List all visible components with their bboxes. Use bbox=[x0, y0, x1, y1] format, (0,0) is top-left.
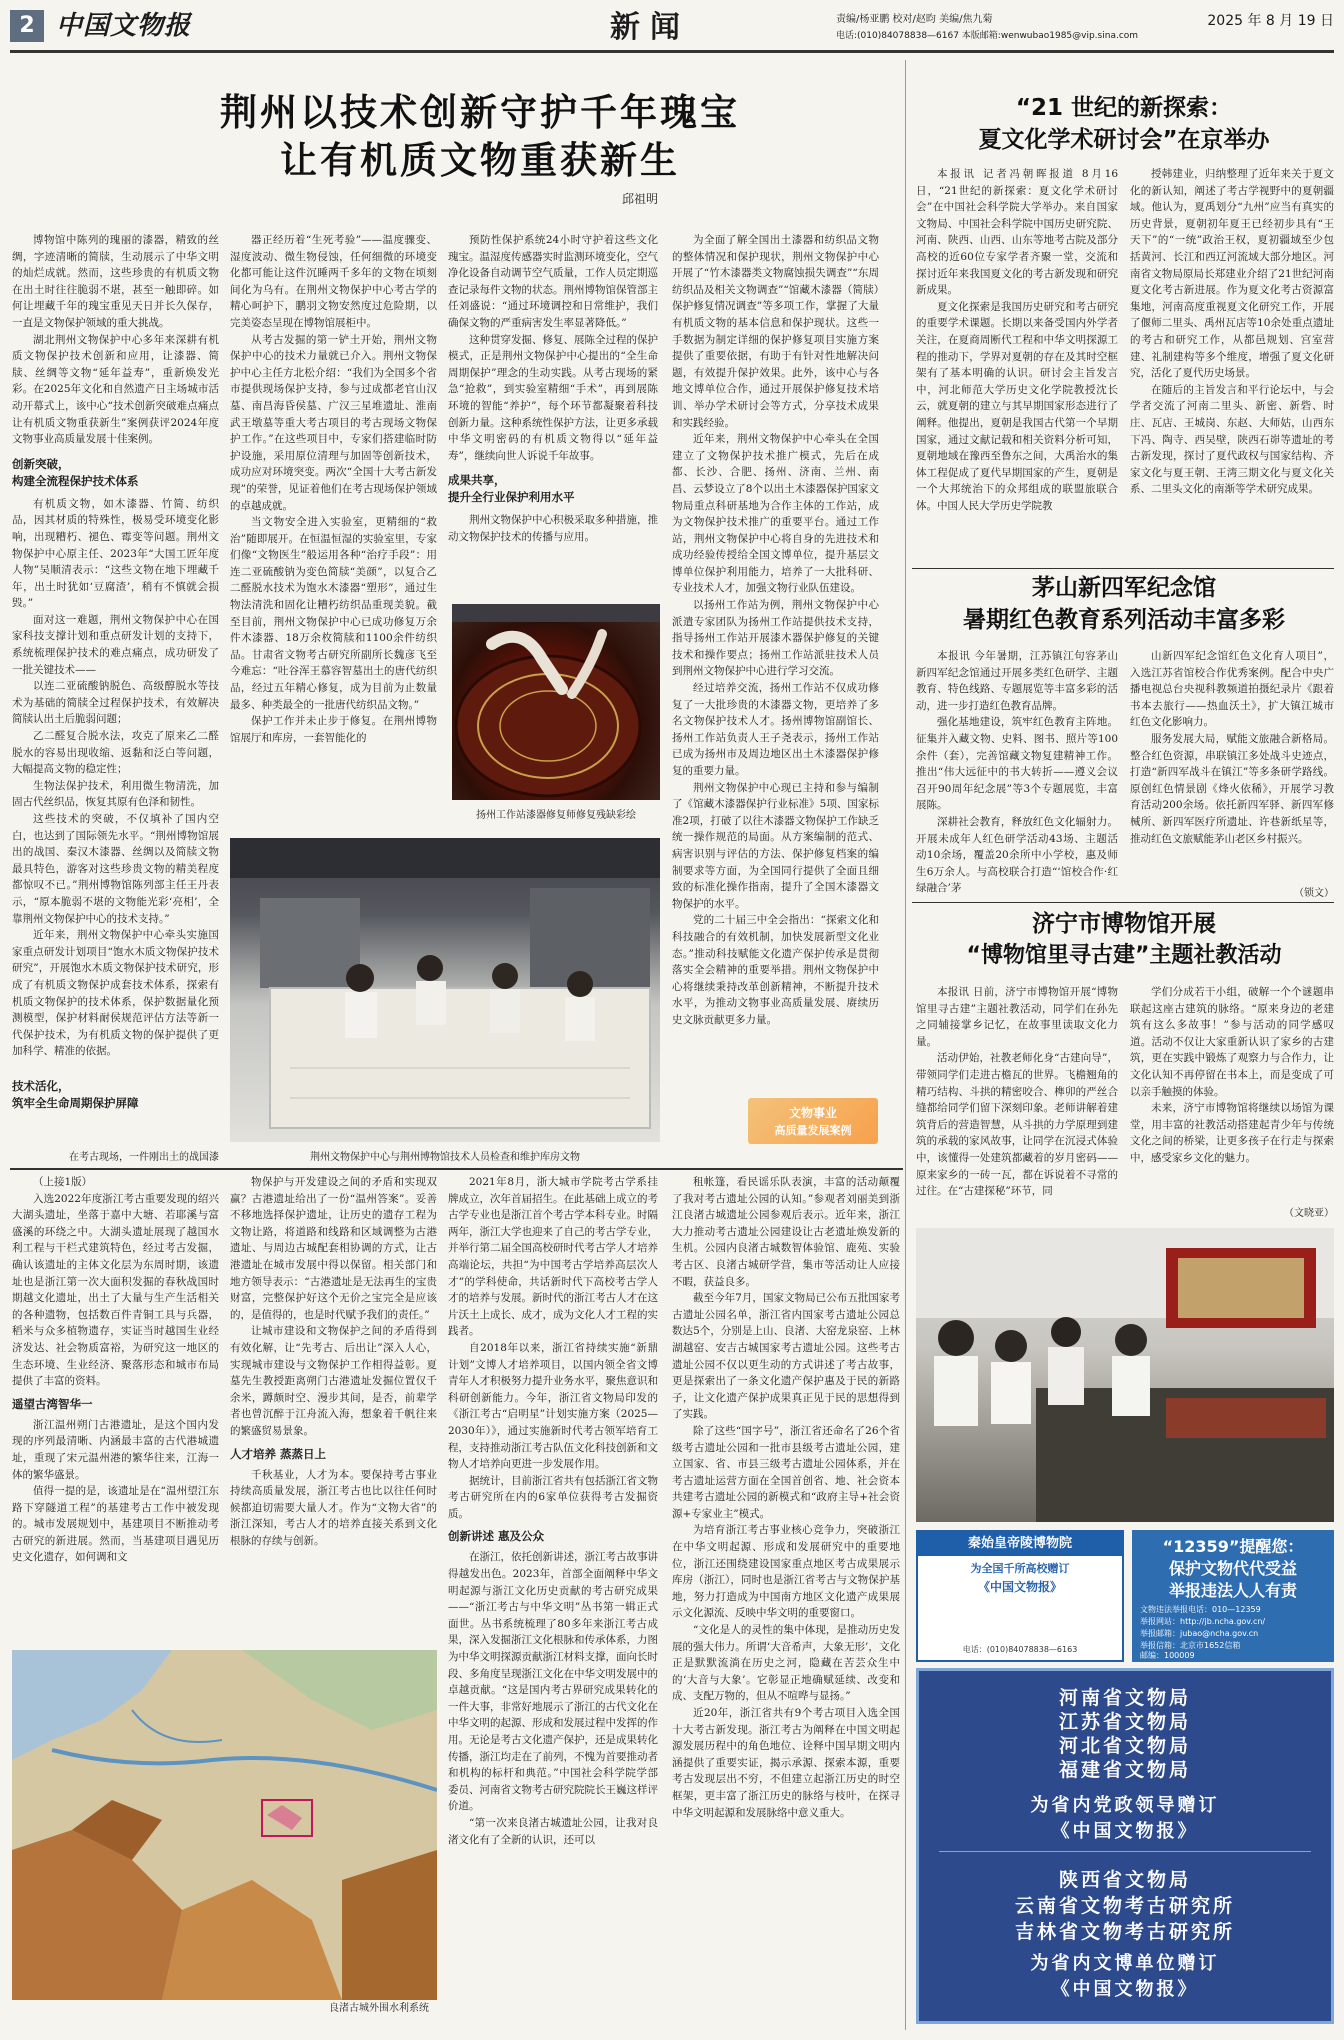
xia-headline-2: 夏文化学术研讨会”在京举办 bbox=[978, 127, 1270, 153]
ad-hotline-phone: 文物违法举报电话：010—12359 bbox=[1140, 1605, 1261, 1614]
main-byline: 邱祖明 bbox=[621, 192, 658, 206]
main-headline-1: 荆州以技术创新守护千年瑰宝 bbox=[220, 91, 740, 134]
main-para: 预防性保护系统24小时守护着这些文化瑰宝。温湿度传感器实时监测环境变化，空气净化设备自动调节空气质量，工作人员定期巡查记录每件文物的状态。荆州博物馆保管部主任刘盛说：“通过环境调控和日常维护，我们确保文物的严重病害发生率显著降低。” bbox=[448, 234, 658, 329]
ad-hotline-zip: 邮编：100009 bbox=[1140, 1651, 1195, 1660]
zj-subhead-1: 遥望古湾智华一 bbox=[12, 1396, 93, 1411]
main-para: 以扬州工作站为例，荆州文物保护中心派遣专家团队为扬州工作站提供技术支持，指导扬州工作站开展漆木器保护修复的关键技术和操作要点；扬州工作站派驻技术人员到荆州文物保护中心进行学习交流。 bbox=[672, 599, 879, 678]
map-liangzhu bbox=[12, 1650, 437, 2018]
jining-headline-1: 济宁市博物馆开展 bbox=[1032, 911, 1216, 937]
zj-para: 让城市建设和文物保护之间的矛盾得到有效化解，让“先考古、后出让”深入人心，实现城市建设与文物保护工作相得益彰。夏墓先生教授距离朔门古港遗址发掘位置仅千余米，蹲颇时空、漫步其间，是否，前辈学者也曾沉醉于江舟流入海，想象着千帆往来的繁盛贸易景象。 bbox=[230, 1325, 437, 1437]
ad-gift-2-text: 为省内文博单位赠订 bbox=[1030, 1953, 1220, 1974]
main-para: 以连二亚硫酸钠脱色、高级醇脱水等技术为基础的简牍全过程保护技术，有效解决简牍认出土后脆弱问题； bbox=[12, 680, 219, 726]
ad-gift-2-line-1: 陕西省文物局 bbox=[1058, 1869, 1191, 1891]
jining-col-1 bbox=[916, 984, 1118, 1220]
maoshan-col-2 bbox=[1130, 648, 1334, 884]
zj-para: 浙江温州朔门古港遗址，是这个国内发现的序列最清晰、内涵最丰富的古代港城遗址，重现了宋元温州港的繁华往来，江海一体的繁华盛景。 bbox=[12, 1418, 219, 1481]
ad-gift-1-paper: 《中国文物报》 bbox=[1051, 1821, 1199, 1842]
page-header bbox=[10, 8, 1334, 50]
main-para: 保护工作并未止步于修复。在荆州博物馆展厅和库房，一套智能化的 bbox=[230, 715, 437, 744]
jining-para: 未来，济宁市博物馆将继续以场馆为课堂，用丰富的社教活动搭建起青少年与传统文化之间的桥梁，让更多孩子在行走与探索中，感受家乡文化的魅力。 bbox=[1130, 1102, 1334, 1164]
main-col-4 bbox=[672, 232, 879, 1090]
map-liangzhu-svg bbox=[12, 1650, 437, 2000]
maoshan-para: 强化基地建设，筑牢红色教育主阵地。征集并入藏文物、史料、图书、照片等100余件（套），完善馆藏文物复建精神工作。推出“伟大远征中的书大转折——遵义会议召开90周年纪念展”等3个专题展览，丰富展陈。 bbox=[916, 716, 1118, 812]
maoshan-credit: （锁文） bbox=[1294, 888, 1334, 899]
section-title: 新闻 bbox=[610, 10, 690, 45]
main-headline-2: 让有机质文物重获新生 bbox=[280, 139, 680, 182]
main-subhead-3b: 提升全行业保护利用水平 bbox=[448, 490, 575, 505]
main-subhead-2b: 筑牢全生命周期保护屏障 bbox=[12, 1096, 139, 1110]
main-para: 生物法保护技术，利用微生物清洗，加固古代丝织品，恢复其原有色泽和韧性。 bbox=[12, 779, 219, 809]
zj-para: （上接1版） bbox=[33, 1176, 93, 1188]
editors: 责编/杨亚鹏 校对/赵昀 美编/焦九菊 bbox=[836, 14, 993, 25]
ad-qin-title: 秦始皇帝陵博物院 bbox=[918, 1532, 1122, 1556]
case-tag bbox=[748, 1098, 878, 1144]
photo-storage-svg bbox=[230, 838, 660, 1142]
header-rule bbox=[10, 50, 1334, 53]
page-number: 2 bbox=[10, 10, 44, 42]
maoshan-para: 深耕社会教育，释放红色文化辐射力。开展未成年人红色研学活动43场、主题活动10余场，覆盖20余所中小学校，惠及师生6万余人。与高校联合打造“‘馆校合作·红绿融合’茅 bbox=[916, 815, 1118, 895]
main-subhead-3a: 成果共享， bbox=[448, 473, 506, 488]
jining-credit: （文晓亚） bbox=[1284, 1208, 1334, 1219]
ad-hotline-mail: 举报邮箱：jubao@ncha.gov.cn bbox=[1140, 1629, 1259, 1638]
photo-storage-room bbox=[230, 838, 660, 1142]
main-para: 面对这一难题，荆州文物保护中心在国家科技支撑计划和重点研发计划的支持下，系统梳理保护技术的难点痛点，成功研发了一批关键技术—— bbox=[12, 613, 219, 676]
main-para: 这些技术的突破，不仅填补了国内空白，也达到了国际领先水平。“荆州博物馆展出的战国、秦汉木漆器、丝绸以及简牍文物最具特色，游客对这些珍贵文物的精美程度都惊叹不已。”荆州博物馆陈列部主任王丹表示，“原本脆弱不堪的文物能光彩‘亮相’，全靠荆州文物保护中心的技术支持。” bbox=[12, 813, 219, 925]
zj-para: 值得一提的是，该遗址是在“温州望江东路下穿隧道工程”的基建考古工作中被发现的。城市发展规划中，基建项目不断推动考古研究的新进展。然而，当基建项目遇见历史文化遗存，如何调和文 bbox=[12, 1485, 219, 1564]
jining-para: 本报讯 日前，济宁市博物馆开展“博物馆里寻古建”主题社教活动，同学们在孙先之同辅接掌乡记忆，在故事里读取文化力量。 bbox=[916, 986, 1118, 1048]
main-para: 为全面了解全国出土漆器和纺织品文物的整体情况和保护现状，荆州文物保护中心开展了“竹木漆器类文物腐蚀损失调查”“东周纺织品及相关文物调查”“馆藏木漆器（简牍）保护修复情况调查”等多项工作，掌握了大量有机质文物的基本信息和保护现状。这些一手数据为制定详细的保护修复项目实施方案提供了重要依据，有助于有针对性地解决问题，有效提升保护效果。此外，该中心与各地文博单位合作，通过开展保护修复技术培训、举办学术研讨会等方式，分享技术成果和实践经验。 bbox=[672, 234, 879, 429]
main-col-1-foot bbox=[12, 1078, 219, 1138]
maoshan-para: 山新四军纪念馆红色文化育人项目”，入选江苏省馆校合作优秀案例。配合中央广播电视总台央视科教频道拍摄纪录片《跟着书本去旅行——热血沃土》，扩大镇江城市红色文化影响力。 bbox=[1130, 650, 1334, 729]
ad-gift-divider bbox=[939, 1851, 1311, 1852]
main-para: 从考古发掘的第一铲土开始，荆州文物保护中心的技术力量就已介入。荆州文物保护中心主任方北松介绍：“我们为全国多个省市提供现场保护支持，参与过成都老官山汉墓、南昌海昏侯墓、广汉三星堆遗址、淮南武王墩墓等重大考古项目的考古现场文物保护工作。”在这些项目中，专家们搭建临时防护设施，采用原位清理与加固等创新技术，成功应对环境突变。两次“全国十大考古新发现”的荣誉，见证着他们在考古现场保护领域的卓越成就。 bbox=[230, 333, 437, 512]
ad-gift-1-line-1: 河南省文物局 bbox=[1058, 1687, 1191, 1709]
photo-museum-activity bbox=[916, 1228, 1334, 1522]
ad-gift-block bbox=[916, 1668, 1334, 2024]
photo-lacquer-restoration bbox=[452, 604, 660, 800]
maoshan-para: 服务发展大局，赋能文旅融合新格局。整合红色资源，串联镇江多处战斗史迹点，打造“新四军战斗在镇江”等多条研学路线。原创红色情景剧《烽火依稀》，开展学习教育活动200余场。依托新四军驿、新四军修械所、新四军医疗所遗址、许巷新纸星等，推动红色文旅赋能茅山老区乡村振兴。 bbox=[1130, 732, 1334, 845]
photo-3-caption: 在考古现场，一件刚出土的战国漆 bbox=[69, 1152, 219, 1163]
ad-gift-1-line-3: 河北省文物局 bbox=[1058, 1735, 1191, 1757]
zj-subhead-2: 人才培养 蒸蒸日上 bbox=[230, 1446, 327, 1461]
jining-para: 学们分成若干小组，破解一个个谜题串联起这座古建筑的脉络。“原来身边的老建筑有这么多故事！”参与活动的同学感叹道。活动不仅让大家重新认识了家乡的古建筑，更在实践中锻炼了观察力与合作力，让文化认知不再停留在书本上，而是变成了可以亲手触摸的体验。 bbox=[1130, 986, 1334, 1098]
case-tag-line-2: 高质量发展案例 bbox=[774, 1124, 852, 1137]
main-para: 近年来，荆州文物保护中心牵头在全国建立了文物保护技术推广模式，先后在成都、长沙、合肥、扬州、济南、兰州、南昌、云梦设立了8个以出土木漆器保护国家文物局重点科研基地为合作主体的工作站，成为文物保护技术推广的重要平台。通过工作站，荆州文物保护中心将自身的先进技术和成功经验传授给全国文博单位，提升基层文博单位保护利用能力，培养了一大批科研、专业技术人才，加强文物行业队伍建设。 bbox=[672, 433, 879, 595]
ad-hotline-line2: 举报违法人人有责 bbox=[1168, 1581, 1297, 1600]
masthead: 中国文物报 bbox=[56, 11, 192, 41]
ad-hotline-web: 举报网站：http://jb.ncha.gov.cn/ bbox=[1140, 1617, 1266, 1626]
ad-qin-phone: 电话：(010)84078838—6163 bbox=[962, 1645, 1078, 1654]
main-para: 博物馆中陈列的瑰丽的漆器，精致的丝绸，字迹清晰的简牍，生动展示了中华文明的灿烂成就。然而，这些珍贵的有机质文物在出土时往往脆弱不堪，甚至一触即碎。如何让埋藏千年的瑰宝重见天日并长久保存，一直是文物保护领域的重大挑战。 bbox=[12, 234, 219, 329]
main-subhead-1b: 构建全流程保护技术体系 bbox=[12, 473, 139, 488]
main-bottom-rule bbox=[10, 1168, 903, 1170]
main-subhead-1a: 创新突破， bbox=[12, 456, 70, 471]
maoshan-col-1 bbox=[916, 648, 1118, 898]
jining-headline-2: “博物馆里寻古建”主题社教活动 bbox=[966, 943, 1282, 968]
zj-para: “第一次来良渚古城遗址公园，让我对良渚文化有了全新的认识，还可以 bbox=[448, 1816, 658, 1846]
main-para: 荆州文物保护中心积极采取多种措施，推动文物保护技术的传播与应用。 bbox=[448, 514, 658, 543]
maoshan-para: 本报讯 今年暑期，江苏镇江句容茅山新四军纪念馆通过开展多类红色研学、主题教育、特色线路、专题展览等丰富多彩的活动，进一步打造红色教育品牌。 bbox=[916, 650, 1118, 712]
zj-para: 截至今年7月，国家文物局已公布五批国家考古遗址公园名单，浙江省内国家考古遗址公园总数达5个，分别是上山、良渚、大窑龙泉窑、上林湖越窑、安吉古城国家考古遗址公园。这些考古遗址公园不仅以更生动的方式讲述了考古故事，更是探索出了一条文化遗产保护惠及于民的新路子，让文化遗产保护成果真正见于民的思想得到了实践。 bbox=[672, 1292, 900, 1421]
zj-para: “文化是人的灵性的集中体现，是推动历史发展的强大伟力。所谓‘大音希声，大象无形’，文化正是默默流淌在历史之河，隐藏在苦芸众生中的‘大音与大象’。它彰显正地确赋延续、改变和成、支配万物的，但从不喧哗与显扬。” bbox=[672, 1624, 900, 1703]
photo-museum-svg bbox=[916, 1228, 1334, 1522]
ad-hotline-line1: 保护文物代代受益 bbox=[1168, 1559, 1297, 1578]
main-col-2 bbox=[230, 232, 437, 887]
ad-qin-paper: 《中国文物报》 bbox=[977, 1580, 1062, 1594]
column-divider bbox=[905, 60, 906, 2030]
ad-hotline bbox=[1132, 1530, 1334, 1662]
xia-para: 夏文化探索是我国历史研究和考古研究的重要学术课题。长期以来备受国内外学者关注，在夏商周断代工程和中华文明探源工程的推动下，学界对夏朝的存在及其时空框架有了基本明确的认识。研讨会主旨发言中，河北师范大学历史文化学院教授沈长云，就夏朝的建立与其早期国家形态进行了阐释。他提出，夏朝是我国古代第一个早期国家，通过文献记载和相关资料分析可知，夏朝地域在豫西至鲁东之间，大禹治水的集体工程促成了夏代早期国家的产生，夏朝是一个大邦统治下的众邦组成的联盟旅联合体。中国人民大学历史学院教 bbox=[916, 300, 1118, 512]
maoshan-bottom-rule bbox=[912, 902, 1334, 903]
xia-para: 授韩建业，归纳整理了近年来关于夏文化的新认知，阐述了考古学视野中的夏朝疆域。他认为，夏禹划分“九州”应当有真实的历史背景，夏朝初年夏王已经初步具有“王天下”的“一统”政治王权，夏初疆域至少包括黄河、长江和西辽河流域大部分地区。河南省文物局原局长郑建业介绍了21世纪河南夏文化考古新进展。作为夏文化考古资源富集地，河南高度重视夏文化研究工作，开展了偃师二里头、禹州瓦店等10余处重点遗址的考古和研究工作，从都邑规划、宫室营建、礼制建构等多个维度，增强了夏文化研究，活化了夏代历史场景。 bbox=[1130, 168, 1334, 380]
map-caption: 良渚古城外围水利系统 bbox=[12, 2000, 437, 2018]
ad-qin-museum bbox=[916, 1530, 1124, 1662]
main-para: 乙二醛复合脱水法，攻克了原来乙二醛脱水的容易出现收缩、返黏和泛白等问题，大幅提高文物的稳定性； bbox=[12, 730, 219, 776]
ad-gift-2-line-3: 吉林省文物考古研究所 bbox=[1014, 1921, 1235, 1943]
zj-subhead-3: 创新讲述 惠及公众 bbox=[448, 1529, 545, 1544]
xia-col-2 bbox=[1130, 166, 1334, 564]
ad-hotline-addr: 举报信箱：北京市1652信箱 bbox=[1140, 1641, 1241, 1650]
ad-qin-sub: 为全国千所高校赠订 bbox=[970, 1562, 1070, 1575]
zj-para: 入选2022年度浙江考古重要发现的绍兴大湖头遗址，坐落于嘉中大塘、若耶溪与富盛溪的环绕之中。大湖头遗址展现了越国水利工程与干栏式建筑特色，经过考古发掘，确认该遗址的主体文化层为东周时期，该遗址也是浙江第一次大面积发掘的春秋战国时期越文化遗址，出土了大量与生产生活相关的各种遗物，包括数百件青铜工具与兵器，稻米与众多植物遗存，实证当时越国生业经济发达、社会物质富裕，为研究这一地区的生态环境、生业经济、聚落形态和城市布局提供了丰富的资料。 bbox=[12, 1192, 219, 1388]
zj-para: 除了这些“国字号”，浙江省还命名了26个省级考古遗址公园和一批市县级考古遗址公园，建立国家、省、市县三级考古遗址公园体系，并在考古遗址运营方面在全国首创省、地、社会资本共建考古遗址公园的新模式和“政府主导+社会资源+专家业主”模式。 bbox=[672, 1424, 900, 1520]
main-para: 荆州文物保护中心现已主持和参与编制了《馆藏木漆器保护行业标准》5项、国家标准2项，打破了以往木漆器文物保护工作缺乏统一操作规范的局面。从方案编制的范式、病害识别与评估的方法、保护修复档案的编制要求等方面，为全国同行提供了全面且细致的标准化操作指南，提升了全国木漆器文物保护的水平。 bbox=[672, 781, 879, 910]
zj-para: 在浙江，依托创新讲述，浙江考古故事讲得越发出色。2023年，首部全面阐释中华文明起源与浙江文化历史贡献的考古研究成果——“浙江考古与中华文明”丛书第一辑正式面世。丛书系统梳理了80多年来浙江考古成果，深入发掘浙江文化根脉和传承体系，力图为中华文明探源贡献浙江材料支撑，面向长时段、多角度呈现浙江文化在中华文明发展中的卓越贡献。“这是国内考古界研究成果转化的一件大事，非常好地展示了浙江的古代文化在中华文明的起源、形成和发展过程中发挥的作用。无论是考古文化遗产保护，还是成果转化传播，浙江均走在了前列，不愧为首要推动者和机构的标杆和典范。”中国社会科学院学部委员、河南省文物考古研究院院长王巍这样评价道。 bbox=[448, 1551, 658, 1813]
zj-col-2 bbox=[230, 1174, 437, 1644]
main-col-3 bbox=[448, 232, 658, 572]
xia-para: 在随后的主旨发言和平行论坛中，与会学者交流了河南二里头、新密、新砦、时庄、瓦店、王城岗、东赵、大师姑，山西东下冯、陶寺、西吴壁，陕西石峁等遗址的考古新发现，探讨了夏代政权与国家结构、齐家文化与夏王朝、王湾三期文化与夏文化关系、二里头文化的南渐等学术研究成果。 bbox=[1130, 383, 1334, 496]
maoshan-headline-2: 暑期红色教育系列活动丰富多彩 bbox=[963, 607, 1285, 633]
ad-gift-1-line-4: 福建省文物局 bbox=[1058, 1759, 1191, 1781]
zj-col-1 bbox=[12, 1174, 219, 1644]
photo-lacquer-svg bbox=[452, 604, 660, 800]
maoshan-headline-1: 茅山新四军纪念馆 bbox=[1032, 575, 1216, 601]
main-para: 湖北荆州文物保护中心多年来深耕有机质文物保护技术创新和应用，让漆器、简牍、丝绸等文物“延年益寿”，重新焕发光彩。在2025年文化和自然遗产日主场城市活动开幕式上，该中心“技术创新突破难点痛点 让有机质文物重获新生”案例获评2024年度文物事业高质量发展十佳案例。 bbox=[12, 333, 219, 446]
xia-bottom-rule bbox=[912, 568, 1334, 569]
jining-para: 活动伊始，社教老师化身“古建向导”，带领同学们走进古檐瓦的世界。飞檐翘角的精巧结构、斗拱的精密咬合、榫卯的严丝合缝都给同学们留下深刻印象。老师讲解着建筑背后的营造智慧，从斗拱的力学原理到建筑的承载的家风故事，让同学在沉浸式体验中，该懂得一处建筑都藏着的岁月密码——原来家乡的一砖一瓦，都在诉说着不寻常的过往。在“古建探秘”环节，同 bbox=[916, 1052, 1118, 1198]
zj-para: 据统计，目前浙江省共有包括浙江省文物考古研究所在内的6家单位获得考古发掘资质。 bbox=[448, 1474, 658, 1520]
zj-para: 2021年8月，浙大城市学院考古学系挂牌成立，次年首届招生。在此基础上成立的考古学专业也是浙江首个考古学本科专业。时隔两年，浙江大学也迎来了自己的考古学专业，并举行第二届全国高校研时代考古学人才培养高端论坛，共担“为中国考古学培养高层次人才”的学科使命，共话新时代下高校考古学人才的培养与发展。新时代的浙江考古人才在这片沃土上成长、成才，成为文化人才工程的实践者。 bbox=[448, 1176, 658, 1338]
zj-para: 物保护与开发建设之间的矛盾和实现双赢？古港遗址给出了一份“温州答案”。妥善不移地选择保护遗址，让历史的遗存工程为文物让路，将道路和线路和区域调整为古港遗址、与周边古城配套相协调的方式，让古港遗址在城市发展中得以保留。相关部门和地方领导表示：“古港遗址是无法再生的宝贵财富，完整保护好这个无价之宝完全是应该的，是值得的，也是时代赋予我们的责任。” bbox=[230, 1176, 437, 1321]
zj-para: 租帐篷，看民谣乐队表演，丰富的活动颠覆了我对考古遗址公园的认知。”参观者刘丽美到浙江良渚古城遗址公园参观后表示。近年来，浙江大力推动考古遗址公园建设让古老遗址焕发新的生机。公园内良渚古城数智体验馆、鹿苑、实验考古区、良渚古城研学营，集市等活动让人应接不暇，获益良多。 bbox=[672, 1176, 900, 1288]
zj-para: 近20年，浙江省共有9个考古项目入选全国十大考古新发现。浙江考古为阐释在中国文明起源发展历程中的角色地位、诠释中国早期文明内涵提供了重要实证，揭示承源、探索本源，重要考古发现层出不穷，不但建立起浙江历史的时空框架，更丰富了浙江历史的脉络与枝叶，在探寻中华文明起源和发展脉络中意义重大。 bbox=[672, 1707, 900, 1819]
date: 2025 年 8 月 19 日 bbox=[1207, 13, 1334, 29]
case-tag-line-1: 文物事业 bbox=[788, 1106, 837, 1120]
phone-email: 电话:(010)84078838—6167 本版邮箱:wenwubao1985@vip.sina.com bbox=[836, 31, 1139, 41]
zj-para: 为培育浙江考古事业核心竞争力，突破浙江在中华文明起源、形成和发展研究中的重要地位，浙江还围绕建设国家重点地区考古成果展示库房（浙江），同时也是浙江省考古与文物保护基地，努力打造成为中国南方地区文化遗产成果展示文化源流、反映中华文明的重要窗口。 bbox=[672, 1524, 900, 1620]
zj-para: 自2018年以来，浙江省持续实施“新鼎计划”文博人才培养项目，以国内领全省文博青年人才积极努力提升业务水平，聚焦意识和科研创新能力。今年，浙江省文物局印发的《浙江考古“启明星”计划实施方案（2025—2030年）》，通过实施新时代考古领军培育工程，支持推动浙江考古队伍文化科技创新和文物人才培养向更进一步发展作用。 bbox=[448, 1341, 658, 1471]
ad-gift-2-line-2: 云南省文物考古研究所 bbox=[1014, 1895, 1235, 1917]
main-para: 器正经历着“生死考验”——温度骤变、湿度波动、微生物侵蚀，任何细微的环境变化都可能让这件沉睡两千多年的文物在顷刻间化为乌有。在荆州文物保护中心考古学的精心呵护下，鹏羽文物安然度过危险期，以完美姿态呈现在博物馆展柜中。 bbox=[230, 234, 437, 329]
ad-hotline-title: “12359”提醒您： bbox=[1162, 1537, 1304, 1556]
ad-gift-1-text: 为省内党政领导赠订 bbox=[1030, 1795, 1220, 1816]
main-para: 党的二十届三中全会指出：“探索文化和科技融合的有效机制，加快发展新型文化业态。”推动科技赋能文化遗产保护传承是贯彻落实全会精神的重要举措。荆州文物保护中心将继续秉持改革创新精神，不断提升技术水平，为推动文物事业高质量发展、赓续历史文脉贡献更多力量。 bbox=[672, 914, 879, 1026]
xia-para: 本报讯 记者冯朝晖报道 8月16日，“21世纪的新探索：夏文化学术研讨会”在中国社会科学院大学举办。来自国家文物局、中国社会科学院中国历史研究院、河南、陕西、山西、山东等地考古院及部分高校的近60位专家学者齐聚一堂，交流和探讨近年来我国夏文化的考古新发现和研究新成果。 bbox=[916, 168, 1118, 297]
jining-col-2 bbox=[1130, 984, 1334, 1200]
main-para: 有机质文物，如木漆器、竹简、纺织品，因其材质的特殊性，极易受环境变化影响，出现糟朽、褪色、霉变等问题。荆州文物保护中心原主任、2023年“大国工匠年度人物”吴顺清表示：“这些文物在地下埋藏千年，出土时犹如‘豆腐渣’，稍有不慎就会损毁。” bbox=[12, 497, 219, 610]
ad-gift-1-line-2: 江苏省文物局 bbox=[1058, 1711, 1191, 1733]
main-para: 当文物安全进入实验室，更精细的“救治”随即展开。在恒温恒湿的实验室里，专家们像“文物医生”般运用各种“治疗手段”：用连二亚硫酸钠为变色简牍“美颜”，以复合乙二醛脱水技术为饱水木漆器“塑形”，通过生物法清洗和固化让糟朽纺织品重现美貌。截至目前，荆州文物保护中心已成功修复万余件木漆器、18万余枚简牍和1100余件纺织品。甘肃省文物考古研究所副所长魏彦飞至今难忘：“吐谷浑王慕容智墓出土的唐代纺织品，经过五年精心修复，成为目前为止数量最多、种类最全的一批唐代纺织品文物。” bbox=[230, 516, 437, 711]
photo-2-caption: 荆州文物保护中心与荆州博物馆技术人员检查和维护库房文物 bbox=[310, 1152, 580, 1163]
xia-headline-1: “21 世纪的新探索： bbox=[1015, 95, 1233, 121]
main-para: 近年来，荆州文物保护中心牵头实施国家重点研发计划项目“饱水木质文物保护技术研究”，开展饱水木质文物保护技术研究，形成了有机质文物保护成套技术体系，探索有机质文物保护的技术体系，保护数据量化预测模型，保护材料耐侯规范评估方法等新一代保护技术，为有机质文物的保护提供了更加科学、精准的依据。 bbox=[12, 929, 219, 1058]
zj-para: 千秋基业，人才为本。要保持考古事业持续高质量发展，浙江考古也比以往任何时候都迫切需要大量人才。作为“文物大省”的浙江深知，考古人才的培养直接关系到文化根脉的存续与创新。 bbox=[230, 1468, 437, 1547]
main-subhead-2a: 技术活化， bbox=[12, 1079, 70, 1093]
zj-col-3 bbox=[448, 1174, 658, 2024]
main-col-1 bbox=[12, 232, 219, 1172]
zj-col-4 bbox=[672, 1174, 900, 2024]
ad-gift-2-paper: 《中国文物报》 bbox=[1051, 1979, 1199, 2000]
xia-col-1 bbox=[916, 166, 1118, 564]
main-para: 这种贯穿发掘、修复、展陈全过程的保护模式，正是荆州文物保护中心提出的“全生命周期保护”理念的生动实践。从考古现场的紧急“抢救”，到实验室精细“手术”，再到展陈环境的智能“养护”，每个环节都凝聚着科技创新力量。这种系统性保护方法，让更多承载中华文明密码的有机质文物得以“延年益寿”，继续向世人诉说千年故事。 bbox=[448, 333, 658, 462]
main-para: 经过培养交流，扬州工作站不仅成功修复了一大批珍贵的木漆器文物，更培养了多名文物保护技术人才。扬州博物馆副馆长、扬州工作站负责人王子尧表示，扬州工作站已成为扬州市及周边地区出土木漆器保护修复的重要力量。 bbox=[672, 682, 879, 777]
photo-1-caption: 扬州工作站漆器修复师修复残缺彩绘 bbox=[476, 810, 636, 821]
